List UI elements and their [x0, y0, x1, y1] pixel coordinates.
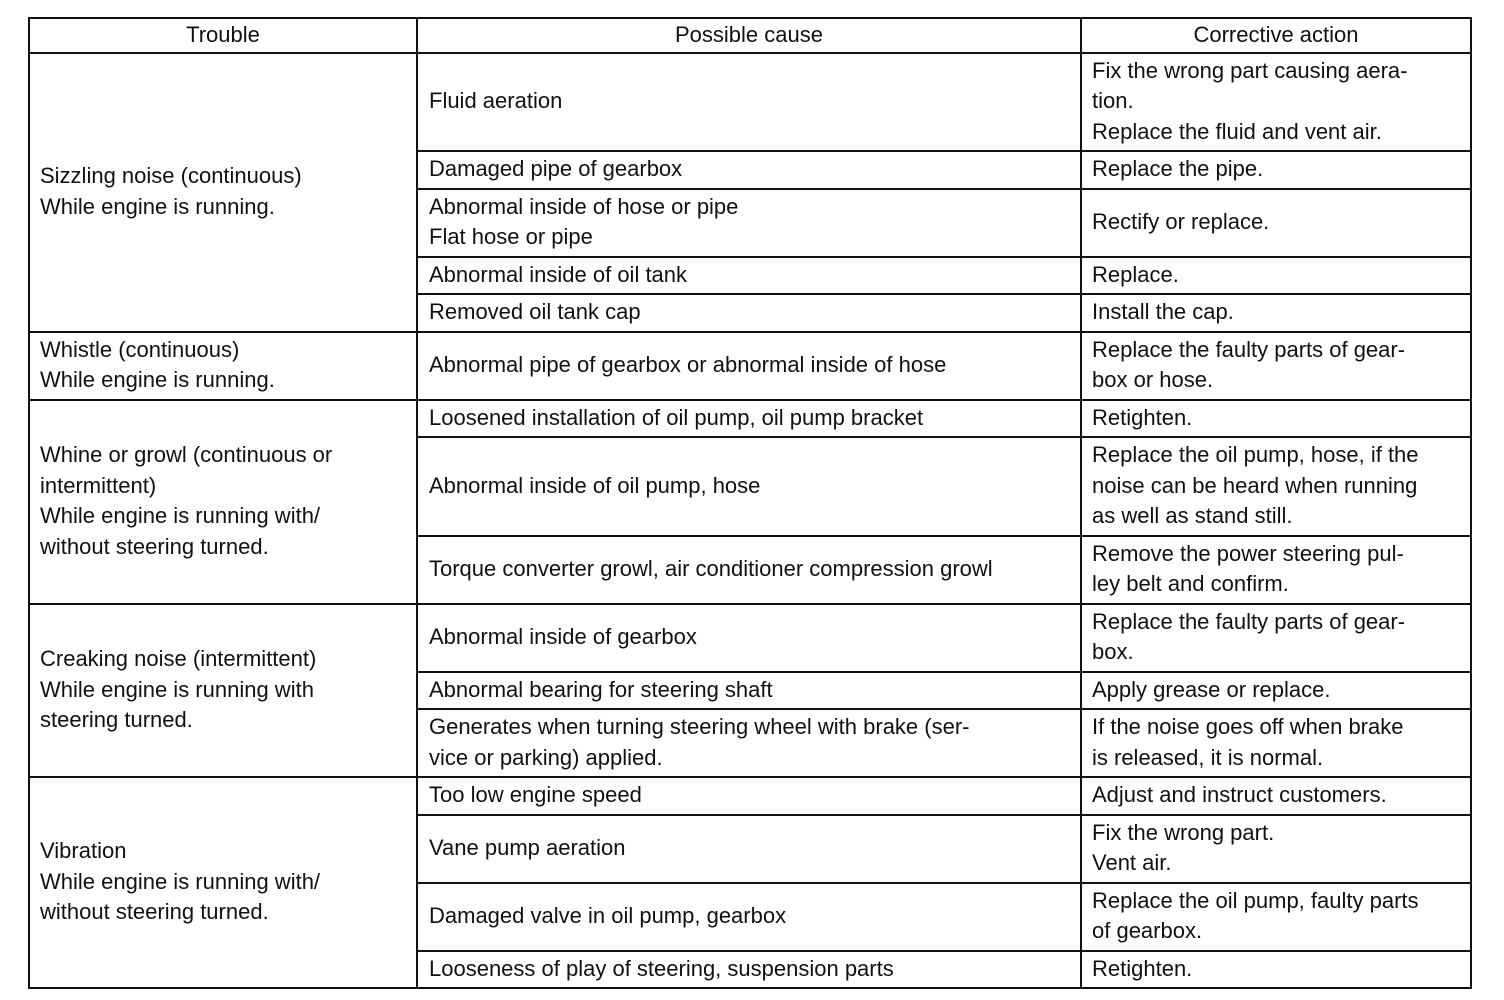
action-cell: Adjust and instruct customers. — [1081, 777, 1471, 815]
trouble-cell: Whine or growl (continuous or intermittent) While engine is running with/ without steering turned. — [29, 400, 417, 604]
table-row — [29, 604, 1471, 672]
cause-cell: Too low engine speed — [417, 777, 1081, 815]
trouble-cell: Creaking noise (intermittent) While engine is running with steering turned. — [29, 604, 417, 778]
table-row — [29, 400, 1471, 438]
cause-cell: Loosened installation of oil pump, oil pump bracket — [417, 400, 1081, 438]
action-cell: Replace. — [1081, 257, 1471, 295]
cause-cell: Abnormal inside of oil tank — [417, 257, 1081, 295]
action-cell: Rectify or replace. — [1081, 189, 1471, 257]
action-cell: Fix the wrong part. Vent air. — [1081, 815, 1471, 883]
trouble-cell: Whistle (continuous) While engine is running. — [29, 332, 417, 400]
action-cell: Replace the faulty parts of gear- box. — [1081, 604, 1471, 672]
table-row — [29, 777, 1471, 815]
troubleshooting-table — [28, 17, 1472, 989]
cause-cell: Removed oil tank cap — [417, 294, 1081, 332]
cause-cell: Abnormal pipe of gearbox or abnormal inside of hose — [417, 332, 1081, 400]
cause-cell: Generates when turning steering wheel with brake (ser- vice or parking) applied. — [417, 709, 1081, 777]
cause-cell: Vane pump aeration — [417, 815, 1081, 883]
action-cell: Install the cap. — [1081, 294, 1471, 332]
action-cell: Replace the pipe. — [1081, 151, 1471, 189]
cause-cell: Torque converter growl, air conditioner compression growl — [417, 536, 1081, 604]
trouble-cell: Vibration While engine is running with/ without steering turned. — [29, 777, 417, 988]
cause-cell: Abnormal inside of oil pump, hose — [417, 437, 1081, 536]
action-cell: If the noise goes off when brake is released, it is normal. — [1081, 709, 1471, 777]
table-row — [29, 332, 1471, 400]
cause-cell: Damaged valve in oil pump, gearbox — [417, 883, 1081, 951]
action-cell: Remove the power steering pul- ley belt and confirm. — [1081, 536, 1471, 604]
table-body — [29, 53, 1471, 989]
cause-cell: Abnormal bearing for steering shaft — [417, 672, 1081, 710]
header-possible-cause: Possible cause — [417, 18, 1081, 53]
trouble-cell: Sizzling noise (continuous) While engine is running. — [29, 53, 417, 332]
action-cell: Retighten. — [1081, 951, 1471, 989]
action-cell: Retighten. — [1081, 400, 1471, 438]
action-cell: Replace the oil pump, faulty parts of gearbox. — [1081, 883, 1471, 951]
header-corrective-action: Corrective action — [1081, 18, 1471, 53]
table-row — [29, 53, 1471, 152]
action-cell: Replace the faulty parts of gear- box or hose. — [1081, 332, 1471, 400]
cause-cell: Abnormal inside of gearbox — [417, 604, 1081, 672]
header-trouble: Trouble — [29, 18, 417, 53]
action-cell: Replace the oil pump, hose, if the noise can be heard when running as well as stand still. — [1081, 437, 1471, 536]
action-cell: Fix the wrong part causing aera- tion. Replace the fluid and vent air. — [1081, 53, 1471, 152]
action-cell: Apply grease or replace. — [1081, 672, 1471, 710]
cause-cell: Looseness of play of steering, suspension parts — [417, 951, 1081, 989]
cause-cell: Damaged pipe of gearbox — [417, 151, 1081, 189]
cause-cell: Fluid aeration — [417, 53, 1081, 152]
cause-cell: Abnormal inside of hose or pipe Flat hose or pipe — [417, 189, 1081, 257]
header-row — [29, 18, 1471, 53]
